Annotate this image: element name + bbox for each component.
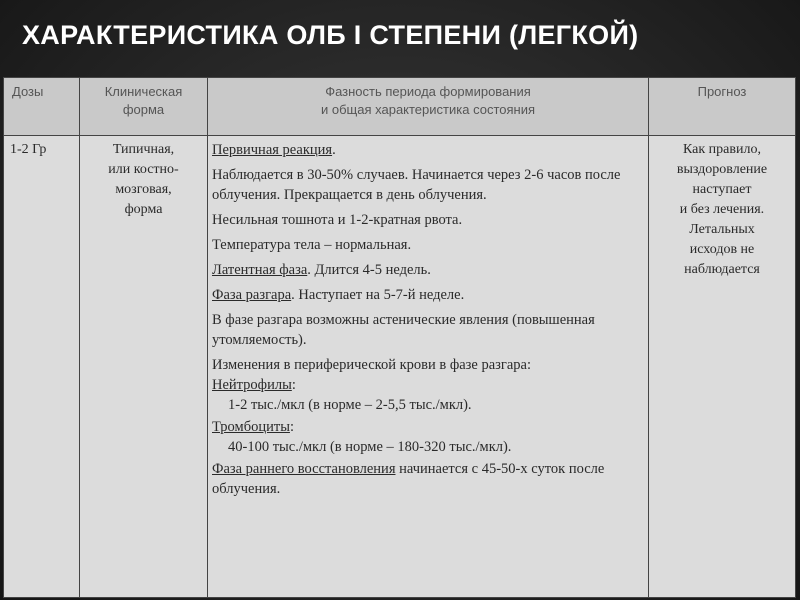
platelets-colon: : (289, 419, 294, 435)
prognosis-line: и без лечения. (679, 202, 765, 217)
platelets-value: 40-100 тыс./мкл (в норме – 180-320 тыс./мкл). (228, 439, 512, 455)
header-prognosis-label: Прогноз (697, 84, 747, 99)
latent-phase (212, 260, 642, 280)
header-phase-line2: и общая характеристика состояния (321, 102, 535, 117)
peak-phase (212, 285, 642, 305)
neutrophils-value: 1-2 тыс./мкл (в норме – 2-5,5 тыс./мкл). (228, 397, 472, 413)
prognosis-line: выздоровление (676, 162, 768, 177)
neutrophils-title: Нейтрофилы (212, 377, 292, 393)
primary-reaction-period: . (332, 142, 336, 158)
characteristics-table (3, 77, 796, 598)
neutrophils-colon: : (291, 377, 296, 393)
prognosis-line: Летальных (689, 222, 755, 237)
prognosis-line: Как правило, (683, 142, 761, 157)
form-line: форма (124, 202, 163, 217)
neutrophils-heading (212, 375, 642, 395)
peak-phase-text: . Наступает на 5-7-й неделе. (291, 287, 465, 303)
header-phase-line1: Фазность периода формирования (325, 84, 531, 99)
form-line: Типичная, (112, 142, 175, 157)
cell-clinical-form (80, 136, 208, 598)
latent-phase-title: Латентная фаза (212, 262, 308, 278)
table-header-row (4, 78, 796, 136)
cell-dose (4, 136, 80, 598)
platelets-heading (212, 417, 642, 437)
header-clinical-form (80, 78, 208, 136)
platelets-title: Тромбоциты (212, 419, 290, 435)
header-dose (4, 78, 80, 136)
primary-reaction-title: Первичная реакция (212, 142, 333, 158)
table-row (4, 136, 796, 598)
prognosis-line: наблюдается (684, 262, 760, 277)
prognosis-line: исходов не (689, 242, 755, 257)
peak-phase-title: Фаза разгара (212, 287, 292, 303)
blood-changes-text: Изменения в периферической крови в фазе разгара: (212, 357, 531, 373)
form-line: мозговая, (115, 182, 172, 197)
nausea-text: Несильная тошнота и 1-2-кратная рвота. (212, 212, 463, 228)
primary-reaction-heading (212, 140, 642, 160)
slide-title: ХАРАКТЕРИСТИКА ОЛБ I СТЕПЕНИ (ЛЕГКОЙ) (22, 20, 639, 50)
recovery-phase (212, 459, 642, 499)
header-dose-label: Дозы (12, 84, 44, 99)
cell-prognosis (649, 136, 796, 598)
header-form-line2: форма (122, 102, 165, 117)
form-line: или костно- (108, 162, 179, 177)
temperature-text: Температура тела – нормальная. (212, 237, 412, 253)
prognosis-line: наступает (692, 182, 752, 197)
header-form-line1: Клиническая (104, 84, 183, 99)
dose-value: 1-2 Гр (10, 142, 47, 157)
recovery-phase-title: Фаза раннего восстановления (212, 461, 396, 477)
header-phases (208, 78, 649, 136)
latent-phase-text: . Длится 4-5 недель. (307, 262, 431, 278)
asthenic-text: В фазе разгара возможны астенические явления (повышенная утомляемость). (212, 312, 595, 348)
primary-reaction-text: Наблюдается в 30-50% случаев. Начинается через 2-6 часов после облучения. Прекращается в день облучения. (212, 167, 621, 203)
recovery-phase-text: начинается с 45-50-х суток после облучения. (212, 461, 605, 497)
header-prognosis (649, 78, 796, 136)
cell-description (208, 136, 649, 598)
